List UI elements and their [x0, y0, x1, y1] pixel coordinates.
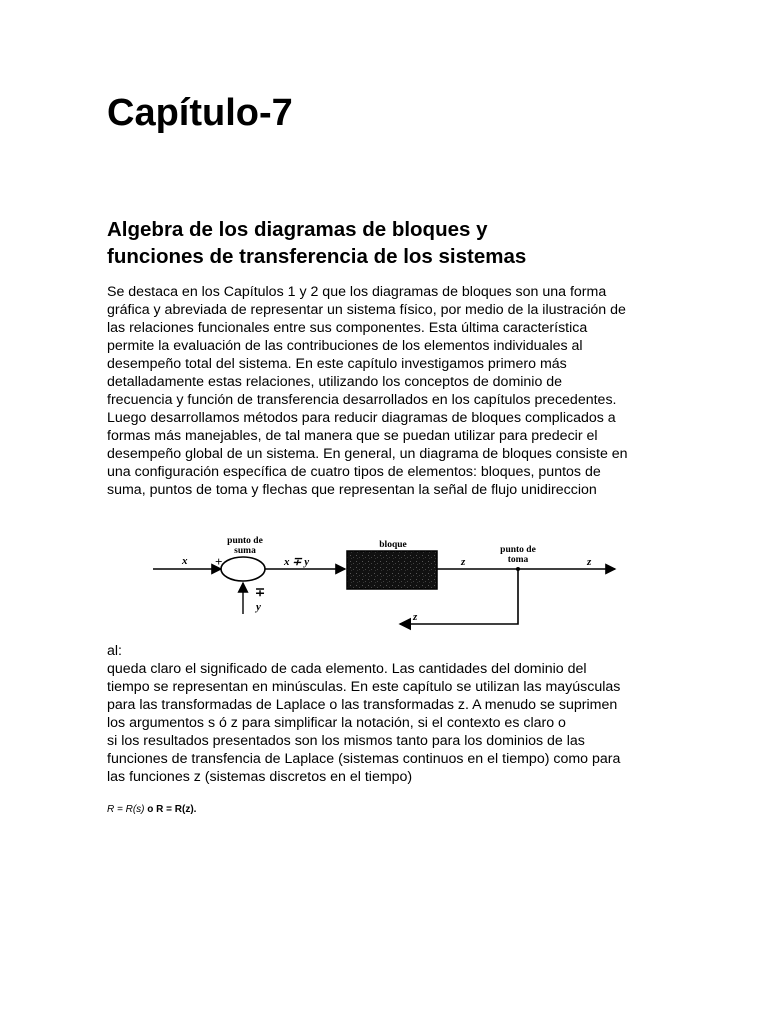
- final-output-label: z: [587, 556, 592, 568]
- input-signal-label: x: [182, 555, 188, 567]
- paragraph-line: las relaciones funcionales entre sus componentes. Esta última característica: [107, 320, 588, 336]
- summing-point-circle: [221, 557, 265, 581]
- formula-line: [107, 804, 196, 815]
- summing-point-label-1: punto de: [227, 536, 263, 546]
- explanation-paragraph: [107, 642, 667, 786]
- paragraph-line: permite la evaluación de las contribuciones de los elementos individuales al: [107, 338, 583, 354]
- paragraph-line: para las transformadas de Laplace o las transformadas z. A menudo se suprimen: [107, 697, 618, 713]
- side-signal-label: y: [256, 601, 261, 613]
- section-title-line: Algebra de los diagramas de bloques y: [107, 218, 488, 241]
- paragraph-line: funciones de transfencia de Laplace (sistemas continuos en el tiempo) como para: [107, 751, 621, 767]
- plus-sign: +: [215, 554, 223, 569]
- feedback-signal-label: z: [413, 611, 418, 623]
- paragraph-line: Se destaca en los Capítulos 1 y 2 que los diagramas de bloques son una forma: [107, 284, 607, 300]
- formula-connector: o: [144, 804, 157, 815]
- paragraph-line: queda claro el significado de cada elemento. Las cantidades del dominio del: [107, 661, 587, 677]
- paragraph-line: una configuración específica de cuatro tipos de elementos: bloques, puntos de: [107, 464, 601, 480]
- paragraph-line: al:: [107, 643, 122, 659]
- sum-output-label: x ∓ y: [284, 556, 310, 568]
- paragraph-line: suma, puntos de toma y flechas que representan la señal de flujo unidireccion: [107, 482, 597, 498]
- takeoff-point-label-1: punto de: [500, 545, 536, 555]
- paragraph-line: los argumentos s ó z para simplificar la notación, si el contexto es claro o: [107, 715, 566, 731]
- intro-paragraph: [107, 283, 667, 499]
- section-title-line: funciones de transferencia de los sistemas: [107, 245, 527, 268]
- section-title: [107, 216, 667, 270]
- paragraph-line: desempeño global de un sistema. En general, un diagrama de bloques consiste en: [107, 446, 628, 462]
- paragraph-line: si los resultados presentados son los mismos tanto para los dominios de las: [107, 733, 585, 749]
- block-diagram: [145, 524, 635, 636]
- paragraph-line: gráfica y abreviada de representar un sistema físico, por medio de la ilustración de: [107, 302, 626, 318]
- block-box: [347, 551, 437, 589]
- paragraph-line: detalladamente estas relaciones, utilizando los conceptos de dominio de: [107, 374, 563, 390]
- paragraph-line: tiempo se representan en minúsculas. En este capítulo se utilizan las mayúsculas: [107, 679, 621, 695]
- summing-point-label-2: suma: [234, 546, 256, 556]
- takeoff-point-label-2: toma: [507, 555, 529, 565]
- block-label: bloque: [379, 540, 407, 550]
- paragraph-line: las funciones z (sistemas discretos en el tiempo): [107, 769, 413, 785]
- chapter-title: Capítulo-7: [107, 92, 293, 134]
- block-output-label: z: [461, 556, 466, 568]
- paragraph-line: frecuencia y función de transferencia desarrollados en los capítulos precedentes.: [107, 392, 617, 408]
- minus-plus-sign: ∓: [255, 585, 266, 599]
- paragraph-line: Luego desarrollamos métodos para reducir diagramas de bloques complicados a: [107, 410, 616, 426]
- formula-part-2: R = R(z).: [156, 804, 197, 815]
- paragraph-line: desempeño total del sistema. En este capítulo investigamos primero más: [107, 356, 567, 372]
- formula-part-1: R = R(s): [107, 804, 145, 815]
- paragraph-line: formas más manejables, de tal manera que se puedan utilizar para predecir el: [107, 428, 598, 444]
